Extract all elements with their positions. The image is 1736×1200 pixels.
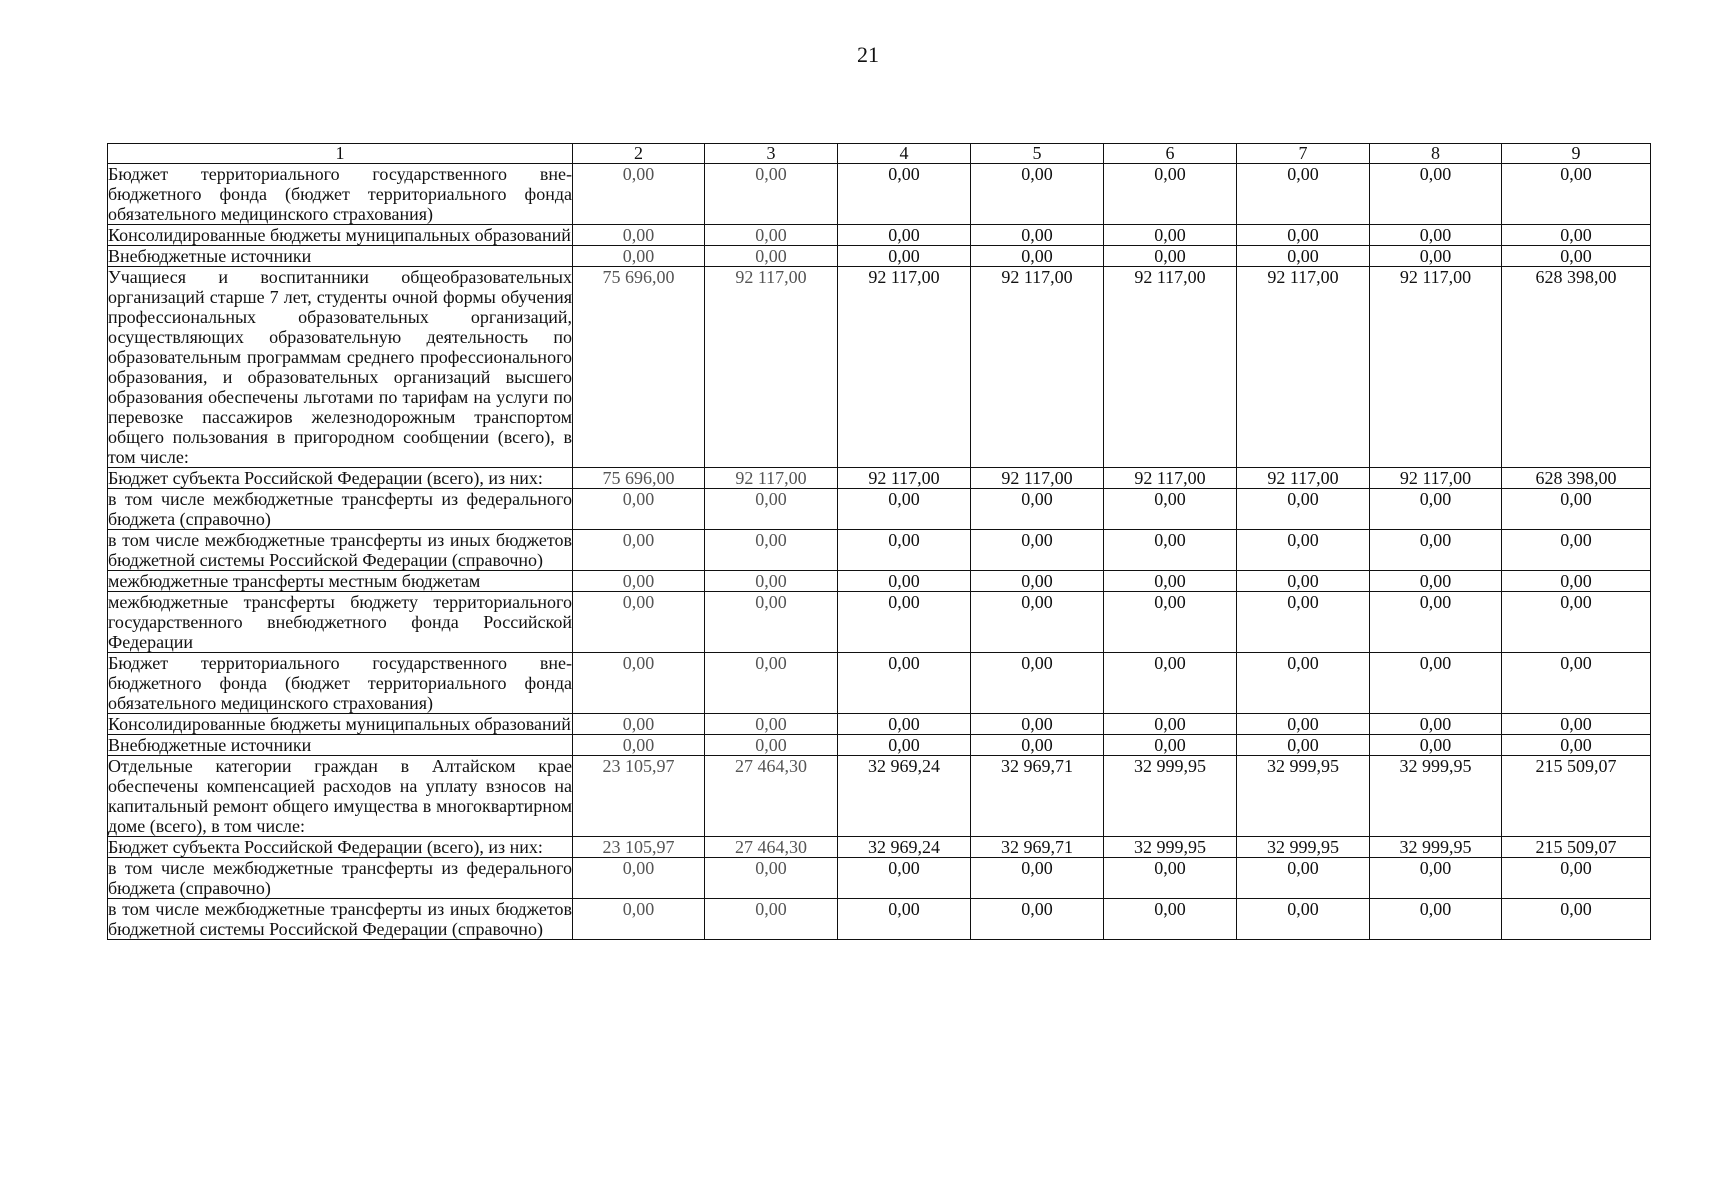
page-number: 21 bbox=[857, 42, 879, 67]
cell-column-6: 32 999,95 bbox=[1104, 756, 1237, 837]
table-row bbox=[108, 267, 1651, 468]
cell-column-8: 0,00 bbox=[1370, 571, 1502, 592]
cell-column-7: 32 999,95 bbox=[1237, 837, 1370, 858]
table-row bbox=[108, 592, 1651, 653]
table-body bbox=[108, 164, 1651, 940]
cell-column-7: 0,00 bbox=[1237, 246, 1370, 267]
cell-column-9: 0,00 bbox=[1502, 714, 1651, 735]
column-header-5: 5 bbox=[971, 144, 1104, 164]
cell-column-6: 0,00 bbox=[1104, 899, 1237, 940]
column-header-3: 3 bbox=[705, 144, 838, 164]
cell-column-9: 0,00 bbox=[1502, 246, 1651, 267]
row-label: Бюджет субъекта Российской Федерации (всего), из них: bbox=[108, 837, 573, 858]
cell-column-2: 0,00 bbox=[573, 225, 705, 246]
cell-column-7: 0,00 bbox=[1237, 735, 1370, 756]
cell-column-2: 0,00 bbox=[573, 164, 705, 225]
table-row bbox=[108, 571, 1651, 592]
cell-column-8: 32 999,95 bbox=[1370, 756, 1502, 837]
cell-column-5: 0,00 bbox=[971, 714, 1104, 735]
cell-column-6: 0,00 bbox=[1104, 225, 1237, 246]
cell-column-6: 92 117,00 bbox=[1104, 267, 1237, 468]
cell-column-2: 0,00 bbox=[573, 735, 705, 756]
cell-column-2: 0,00 bbox=[573, 246, 705, 267]
table-row bbox=[108, 858, 1651, 899]
row-label: Бюджет территориального государственного внебюджетного фонда (бюджет территориального фонда обязательного медицинского страхования) bbox=[108, 653, 572, 713]
cell-column-5: 0,00 bbox=[971, 571, 1104, 592]
cell-column-9: 0,00 bbox=[1502, 735, 1651, 756]
cell-column-5: 0,00 bbox=[971, 246, 1104, 267]
cell-column-2: 0,00 bbox=[573, 653, 705, 714]
cell-column-7: 0,00 bbox=[1237, 489, 1370, 530]
cell-column-4: 0,00 bbox=[838, 164, 971, 225]
cell-column-3: 0,00 bbox=[705, 571, 838, 592]
column-header-4: 4 bbox=[838, 144, 971, 164]
cell-column-9: 0,00 bbox=[1502, 530, 1651, 571]
table-row bbox=[108, 714, 1651, 735]
cell-column-2: 23 105,97 bbox=[573, 756, 705, 837]
cell-column-8: 0,00 bbox=[1370, 899, 1502, 940]
row-label: Бюджет субъекта Российской Федерации (всего), из них: bbox=[108, 468, 573, 489]
column-header-6: 6 bbox=[1104, 144, 1237, 164]
cell-column-2: 0,00 bbox=[573, 571, 705, 592]
table-row bbox=[108, 735, 1651, 756]
table-row bbox=[108, 653, 1651, 714]
cell-column-8: 32 999,95 bbox=[1370, 837, 1502, 858]
cell-column-9: 0,00 bbox=[1502, 225, 1651, 246]
column-header-7: 7 bbox=[1237, 144, 1370, 164]
cell-column-7: 0,00 bbox=[1237, 164, 1370, 225]
row-label: в том числе межбюджетные трансферты из иных бюджетов бюджетной системы Российской Федерации (справочно) bbox=[108, 899, 572, 939]
cell-column-2: 0,00 bbox=[573, 489, 705, 530]
cell-column-3: 0,00 bbox=[705, 164, 838, 225]
cell-column-4: 0,00 bbox=[838, 225, 971, 246]
cell-column-4: 92 117,00 bbox=[838, 468, 971, 489]
cell-column-6: 0,00 bbox=[1104, 530, 1237, 571]
table-row bbox=[108, 225, 1651, 246]
cell-column-5: 0,00 bbox=[971, 164, 1104, 225]
cell-column-4: 0,00 bbox=[838, 653, 971, 714]
cell-column-2: 23 105,97 bbox=[573, 837, 705, 858]
cell-column-5: 92 117,00 bbox=[971, 267, 1104, 468]
cell-column-9: 215 509,07 bbox=[1502, 756, 1651, 837]
row-label: Внебюджетные источники bbox=[108, 735, 573, 756]
budget-table bbox=[107, 143, 1651, 940]
row-label: Бюджет территориального государственного внебюджетного фонда (бюджет территориального фонда обязательного медицинского страхования) bbox=[108, 164, 572, 224]
cell-column-9: 0,00 bbox=[1502, 489, 1651, 530]
cell-column-9: 0,00 bbox=[1502, 571, 1651, 592]
cell-column-6: 0,00 bbox=[1104, 489, 1237, 530]
cell-column-4: 0,00 bbox=[838, 735, 971, 756]
cell-column-8: 0,00 bbox=[1370, 858, 1502, 899]
cell-column-6: 0,00 bbox=[1104, 858, 1237, 899]
cell-column-3: 0,00 bbox=[705, 592, 838, 653]
table-row bbox=[108, 246, 1651, 267]
cell-column-3: 0,00 bbox=[705, 246, 838, 267]
cell-column-3: 0,00 bbox=[705, 899, 838, 940]
cell-column-6: 0,00 bbox=[1104, 592, 1237, 653]
cell-column-8: 92 117,00 bbox=[1370, 267, 1502, 468]
cell-column-5: 0,00 bbox=[971, 858, 1104, 899]
table-row bbox=[108, 468, 1651, 489]
row-label: Отдельные категории граждан в Алтайском крае обеспечены компенсацией расходов на уплату взносов на капитальный ремонт общего имущества в многоквартирном доме (всего), в том числе: bbox=[108, 756, 572, 836]
cell-column-8: 92 117,00 bbox=[1370, 468, 1502, 489]
column-header-1: 1 bbox=[108, 144, 573, 164]
cell-column-5: 32 969,71 bbox=[971, 756, 1104, 837]
row-label: в том числе межбюджетные трансферты из иных бюджетов бюджетной системы Российской Федерации (справочно) bbox=[108, 530, 572, 570]
cell-column-2: 75 696,00 bbox=[573, 267, 705, 468]
cell-column-5: 0,00 bbox=[971, 899, 1104, 940]
cell-column-7: 92 117,00 bbox=[1237, 267, 1370, 468]
cell-column-5: 0,00 bbox=[971, 225, 1104, 246]
cell-column-3: 27 464,30 bbox=[705, 756, 838, 837]
cell-column-8: 0,00 bbox=[1370, 225, 1502, 246]
cell-column-8: 0,00 bbox=[1370, 246, 1502, 267]
cell-column-6: 0,00 bbox=[1104, 735, 1237, 756]
cell-column-9: 628 398,00 bbox=[1502, 267, 1651, 468]
cell-column-4: 0,00 bbox=[838, 858, 971, 899]
cell-column-9: 0,00 bbox=[1502, 164, 1651, 225]
column-header-2: 2 bbox=[573, 144, 705, 164]
cell-column-6: 92 117,00 bbox=[1104, 468, 1237, 489]
table-row bbox=[108, 164, 1651, 225]
cell-column-3: 0,00 bbox=[705, 530, 838, 571]
cell-column-4: 0,00 bbox=[838, 571, 971, 592]
cell-column-3: 92 117,00 bbox=[705, 468, 838, 489]
cell-column-5: 0,00 bbox=[971, 653, 1104, 714]
cell-column-5: 0,00 bbox=[971, 592, 1104, 653]
cell-column-4: 0,00 bbox=[838, 899, 971, 940]
row-label: Консолидированные бюджеты муниципальных образований bbox=[108, 225, 571, 245]
table-row bbox=[108, 489, 1651, 530]
table-row bbox=[108, 530, 1651, 571]
cell-column-4: 0,00 bbox=[838, 530, 971, 571]
cell-column-8: 0,00 bbox=[1370, 714, 1502, 735]
cell-column-6: 0,00 bbox=[1104, 164, 1237, 225]
cell-column-3: 27 464,30 bbox=[705, 837, 838, 858]
cell-column-5: 92 117,00 bbox=[971, 468, 1104, 489]
cell-column-9: 0,00 bbox=[1502, 592, 1651, 653]
row-label: межбюджетные трансферты местным бюджетам bbox=[108, 571, 573, 592]
row-label: Внебюджетные источники bbox=[108, 246, 573, 267]
cell-column-7: 0,00 bbox=[1237, 653, 1370, 714]
cell-column-9: 0,00 bbox=[1502, 858, 1651, 899]
header-row bbox=[108, 144, 1651, 164]
row-label: Консолидированные бюджеты муниципальных образований bbox=[108, 714, 571, 734]
cell-column-5: 0,00 bbox=[971, 489, 1104, 530]
cell-column-2: 0,00 bbox=[573, 592, 705, 653]
cell-column-2: 0,00 bbox=[573, 714, 705, 735]
row-label: в том числе межбюджетные трансферты из федерального бюджета (справочно) bbox=[108, 489, 572, 529]
row-label: Учащиеся и воспитанники общеобразовательных организаций старше 7 лет, студенты очной формы обучения профессиональных образовательных организаций, осуществляющих образовательную деятельность по образовательным программам среднего профессионального образования, и образовательных организаций высшего образования обеспечены льготами по тарифам на услуги по перевозке пассажиров железнодорожным транспортом общего пользования в пригородном сообщении (всего), в том числе: bbox=[108, 267, 572, 467]
row-label: в том числе межбюджетные трансферты из федерального бюджета (справочно) bbox=[108, 858, 572, 898]
cell-column-6: 0,00 bbox=[1104, 246, 1237, 267]
cell-column-7: 0,00 bbox=[1237, 714, 1370, 735]
table-row bbox=[108, 756, 1651, 837]
cell-column-3: 0,00 bbox=[705, 489, 838, 530]
cell-column-8: 0,00 bbox=[1370, 530, 1502, 571]
cell-column-6: 0,00 bbox=[1104, 571, 1237, 592]
cell-column-5: 0,00 bbox=[971, 530, 1104, 571]
cell-column-7: 0,00 bbox=[1237, 899, 1370, 940]
cell-column-4: 0,00 bbox=[838, 489, 971, 530]
cell-column-7: 0,00 bbox=[1237, 530, 1370, 571]
cell-column-5: 32 969,71 bbox=[971, 837, 1104, 858]
cell-column-7: 92 117,00 bbox=[1237, 468, 1370, 489]
cell-column-8: 0,00 bbox=[1370, 653, 1502, 714]
cell-column-7: 0,00 bbox=[1237, 571, 1370, 592]
cell-column-5: 0,00 bbox=[971, 735, 1104, 756]
cell-column-6: 32 999,95 bbox=[1104, 837, 1237, 858]
table-row bbox=[108, 899, 1651, 940]
cell-column-2: 0,00 bbox=[573, 858, 705, 899]
cell-column-3: 0,00 bbox=[705, 735, 838, 756]
cell-column-4: 92 117,00 bbox=[838, 267, 971, 468]
cell-column-3: 0,00 bbox=[705, 858, 838, 899]
cell-column-7: 0,00 bbox=[1237, 225, 1370, 246]
cell-column-2: 75 696,00 bbox=[573, 468, 705, 489]
cell-column-8: 0,00 bbox=[1370, 164, 1502, 225]
cell-column-6: 0,00 bbox=[1104, 653, 1237, 714]
cell-column-2: 0,00 bbox=[573, 899, 705, 940]
cell-column-9: 628 398,00 bbox=[1502, 468, 1651, 489]
cell-column-4: 0,00 bbox=[838, 714, 971, 735]
cell-column-7: 0,00 bbox=[1237, 592, 1370, 653]
row-label: межбюджетные трансферты бюджету территориального государственного внебюджетного фонда Российской Федерации bbox=[108, 592, 572, 652]
column-header-9: 9 bbox=[1502, 144, 1651, 164]
cell-column-8: 0,00 bbox=[1370, 735, 1502, 756]
cell-column-8: 0,00 bbox=[1370, 592, 1502, 653]
cell-column-7: 0,00 bbox=[1237, 858, 1370, 899]
cell-column-3: 0,00 bbox=[705, 714, 838, 735]
cell-column-3: 0,00 bbox=[705, 653, 838, 714]
cell-column-9: 215 509,07 bbox=[1502, 837, 1651, 858]
cell-column-4: 0,00 bbox=[838, 246, 971, 267]
cell-column-8: 0,00 bbox=[1370, 489, 1502, 530]
cell-column-4: 32 969,24 bbox=[838, 756, 971, 837]
cell-column-4: 32 969,24 bbox=[838, 837, 971, 858]
cell-column-9: 0,00 bbox=[1502, 653, 1651, 714]
column-header-8: 8 bbox=[1370, 144, 1502, 164]
cell-column-3: 0,00 bbox=[705, 225, 838, 246]
cell-column-7: 32 999,95 bbox=[1237, 756, 1370, 837]
cell-column-4: 0,00 bbox=[838, 592, 971, 653]
cell-column-3: 92 117,00 bbox=[705, 267, 838, 468]
cell-column-2: 0,00 bbox=[573, 530, 705, 571]
cell-column-6: 0,00 bbox=[1104, 714, 1237, 735]
table-row bbox=[108, 837, 1651, 858]
cell-column-9: 0,00 bbox=[1502, 899, 1651, 940]
